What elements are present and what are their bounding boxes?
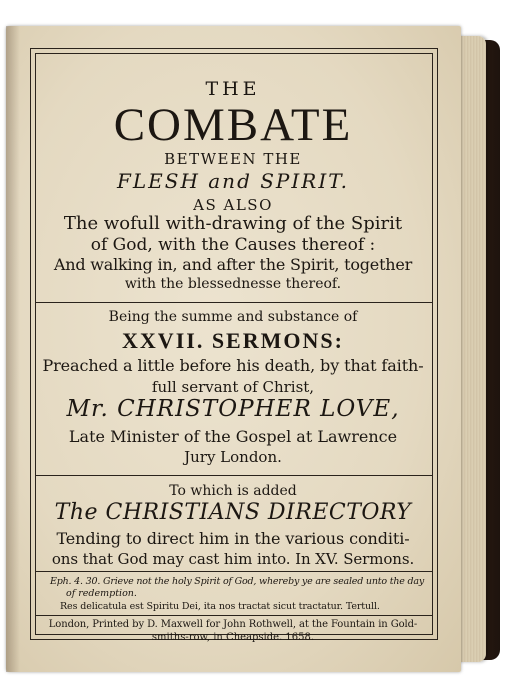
jury-london-line: Jury London. [184,448,282,466]
tertullian-quote: Res delicatula est Spiritu Dei, ita nos tractat sicut tractatur. Tertull. [60,601,380,612]
page-gutter-shadow [6,26,20,672]
author-name: Mr. CHRISTOPHER LOVE, [66,396,400,422]
imprint-line-1: London, Printed by D. Maxwell for John Rothwell, at the Fountain in Gold- [48,619,418,630]
to-which-added: To which is added [169,483,297,499]
title-combate: COMBATE [113,99,353,151]
divider-rule-1 [35,302,432,303]
late-minister-line: Late Minister of the Gospel at Lawrence [68,427,398,446]
tending-line: Tending to direct him in the various conditi- [56,529,410,548]
title-as-also: AS ALSO [193,196,273,214]
imprint-line-2: smiths-row, in Cheapside. 1658. [151,632,315,643]
divider-rule-3 [35,571,432,572]
servant-line: full servant of Christ, [151,378,315,396]
title-the: THE [205,78,261,100]
scripture-quote-line-2: of redemption. [66,588,137,599]
divider-rule-2 [35,475,432,476]
ons-line: ons that God may cast him into. In XV. Sermons. [51,550,415,568]
title-page [6,26,461,672]
title-flesh-spirit: FLESH and SPIRIT. [117,169,349,193]
christians-directory: The CHRISTIANS DIRECTORY [54,500,412,525]
sermons-heading: XXVII. SERMONS: [122,328,344,353]
subtitle-blessednesse: with the blessednesse thereof. [124,276,342,292]
subtitle-of-god: of God, with the Causes thereof : [90,235,376,255]
scripture-quote-line-1: Eph. 4. 30. Grieve not the holy Spirit of God, whereby ye are sealed unto the day [50,576,424,587]
divider-rule-4 [35,615,432,616]
subtitle-walking: And walking in, and after the Spirit, together [53,255,413,274]
title-between: BETWEEN THE [164,150,302,168]
subtitle-wofull: The wofull with-drawing of the Spirit [63,213,403,234]
being-line: Being the summe and substance of [108,309,358,325]
preached-line: Preached a little before his death, by that faith- [42,356,424,375]
